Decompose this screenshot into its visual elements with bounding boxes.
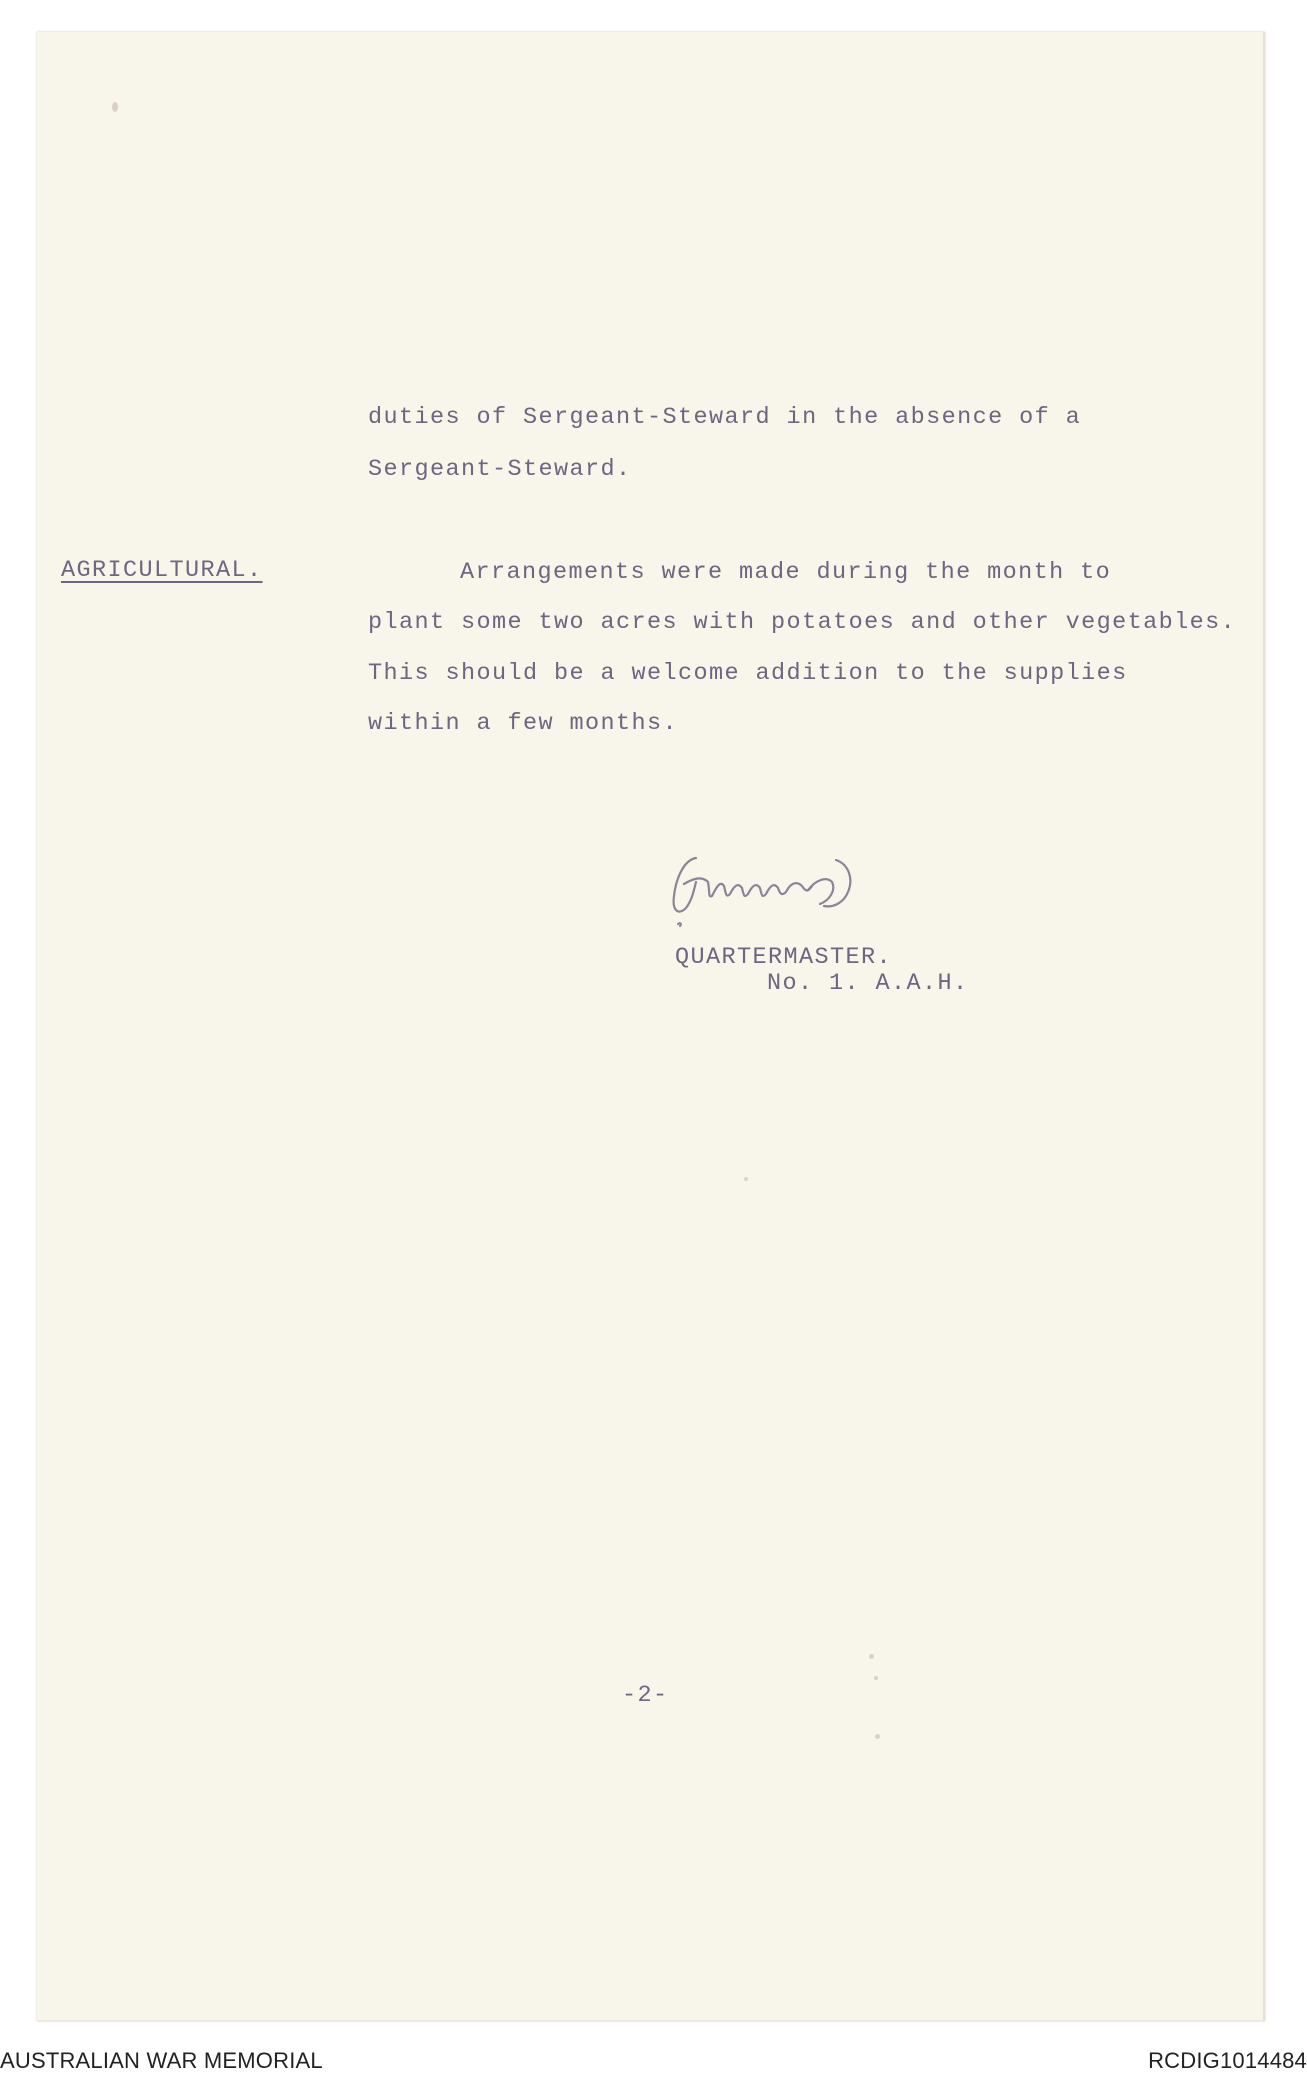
signature-title: QUARTERMASTER. <box>675 944 893 971</box>
handwritten-signature <box>662 838 882 938</box>
paper-speck <box>875 1734 880 1739</box>
paper-speck <box>874 1676 878 1680</box>
continuation-line-1: duties of Sergeant-Steward in the absence of a <box>368 404 1082 431</box>
paragraph-line: within a few months. <box>368 710 679 737</box>
footer-record-id: RCDIG1014484 <box>1148 2048 1307 2073</box>
paper-speck <box>744 1177 748 1181</box>
paper-speck <box>869 1654 874 1659</box>
continuation-line-2: Sergeant-Steward. <box>368 456 632 483</box>
paragraph-line: This should be a welcome addition to the supplies <box>368 660 1128 687</box>
document-page <box>37 32 1265 2021</box>
paragraph-line: Arrangements were made during the month to <box>460 559 1112 586</box>
paper-speck <box>112 102 118 112</box>
section-heading: AGRICULTURAL. <box>61 557 263 584</box>
paragraph-line: plant some two acres with potatoes and other vegetables. <box>368 609 1237 636</box>
page-number: -2- <box>622 1682 669 1709</box>
footer-archive-label: AUSTRALIAN WAR MEMORIAL <box>0 2048 323 2073</box>
signature-unit: No. 1. A.A.H. <box>767 970 969 997</box>
